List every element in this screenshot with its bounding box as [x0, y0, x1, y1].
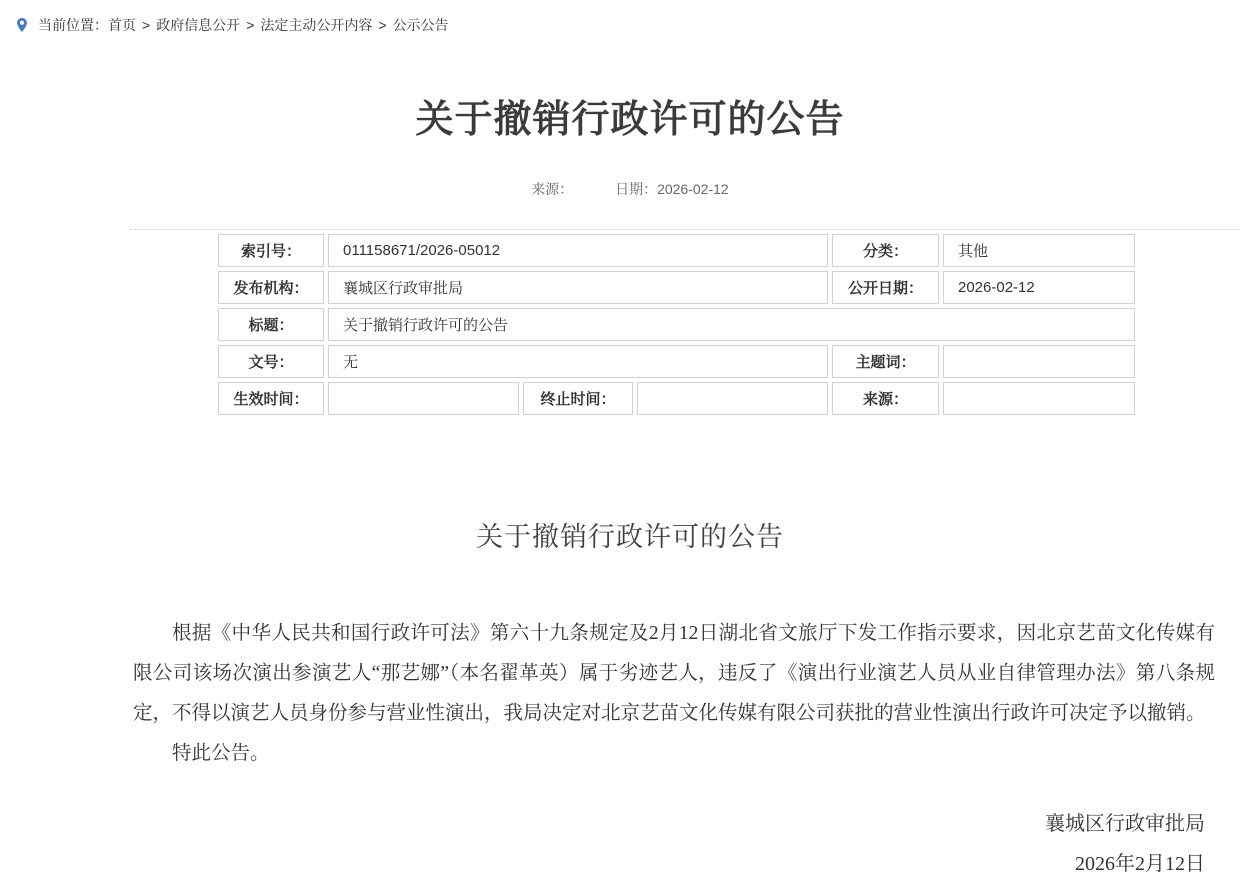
info-label-effective: 生效时间： [218, 382, 324, 415]
table-row [218, 234, 1135, 267]
info-label-source: 来源： [832, 382, 939, 415]
info-label-category: 分类： [832, 234, 939, 267]
meta-source-label: 来源： [531, 181, 574, 197]
breadcrumb-item-home[interactable]: 首页 [108, 17, 136, 33]
info-label-docnum: 文号： [218, 345, 324, 378]
info-label-index: 索引号： [218, 234, 324, 267]
info-label-publisher: 发布机构： [218, 271, 324, 304]
breadcrumb-separator: > [142, 17, 151, 33]
table-row [218, 308, 1135, 341]
table-row [218, 382, 1135, 415]
info-value-end [637, 382, 828, 415]
page-title: 关于撤销行政许可的公告 [415, 99, 845, 141]
breadcrumb-item-gov-info[interactable]: 政府信息公开 [156, 17, 241, 33]
info-table [214, 230, 1139, 419]
body-paragraph: 根据《中华人民共和国行政许可法》第六十九条规定及2月12日湖北省文旅厅下发工作指示要求，因北京艺苗文化传媒有限公司该场次演出参演艺人“那艺娜”（本名翟革英）属于劣迹艺人，违反了《演出行业演艺人员从业自律管理办法》第八条规定，不得以演艺人员身份参与营业性演出，我局决定对北京艺苗文化传媒有限公司获批的营业性演出行政许可决定予以撤销。 [133, 623, 1215, 724]
info-label-pubdate: 公开日期： [832, 271, 939, 304]
info-value-category: 其他 [943, 234, 1135, 267]
meta-date-label: 日期： [615, 181, 658, 197]
table-row [218, 271, 1135, 304]
table-row [218, 345, 1135, 378]
info-label-end: 终止时间： [523, 382, 633, 415]
breadcrumb-item-statutory-disclosure[interactable]: 法定主动公开内容 [260, 17, 373, 33]
breadcrumb-label: 当前位置： [38, 17, 108, 33]
signature-date: 2026年2月12日 [1075, 853, 1205, 875]
info-value-source [943, 382, 1135, 415]
breadcrumb-item-public-notices[interactable]: 公示公告 [392, 17, 449, 33]
document-title: 关于撤销行政许可的公告 [476, 522, 784, 552]
info-value-index: 011158671/2026-05012 [328, 234, 828, 267]
info-label-keywords: 主题词： [832, 345, 939, 378]
breadcrumb [0, 0, 1260, 36]
info-value-publisher: 襄城区行政审批局 [328, 271, 828, 304]
info-label-title: 标题： [218, 308, 324, 341]
breadcrumb-separator: > [246, 17, 255, 33]
info-value-keywords [943, 345, 1135, 378]
info-value-effective [328, 382, 519, 415]
location-pin-icon [14, 15, 30, 35]
article-meta [0, 179, 1260, 199]
info-value-pubdate: 2026-02-12 [943, 271, 1135, 304]
meta-date-value: 2026-02-12 [657, 181, 729, 197]
body-paragraph: 特此公告。 [172, 743, 270, 764]
info-value-title: 关于撤销行政许可的公告 [328, 308, 1135, 341]
breadcrumb-separator: > [378, 17, 387, 33]
document-body [133, 614, 1215, 884]
signature-org: 襄城区行政审批局 [1045, 813, 1205, 835]
info-value-docnum: 无 [328, 345, 828, 378]
signature-block [133, 804, 1215, 884]
